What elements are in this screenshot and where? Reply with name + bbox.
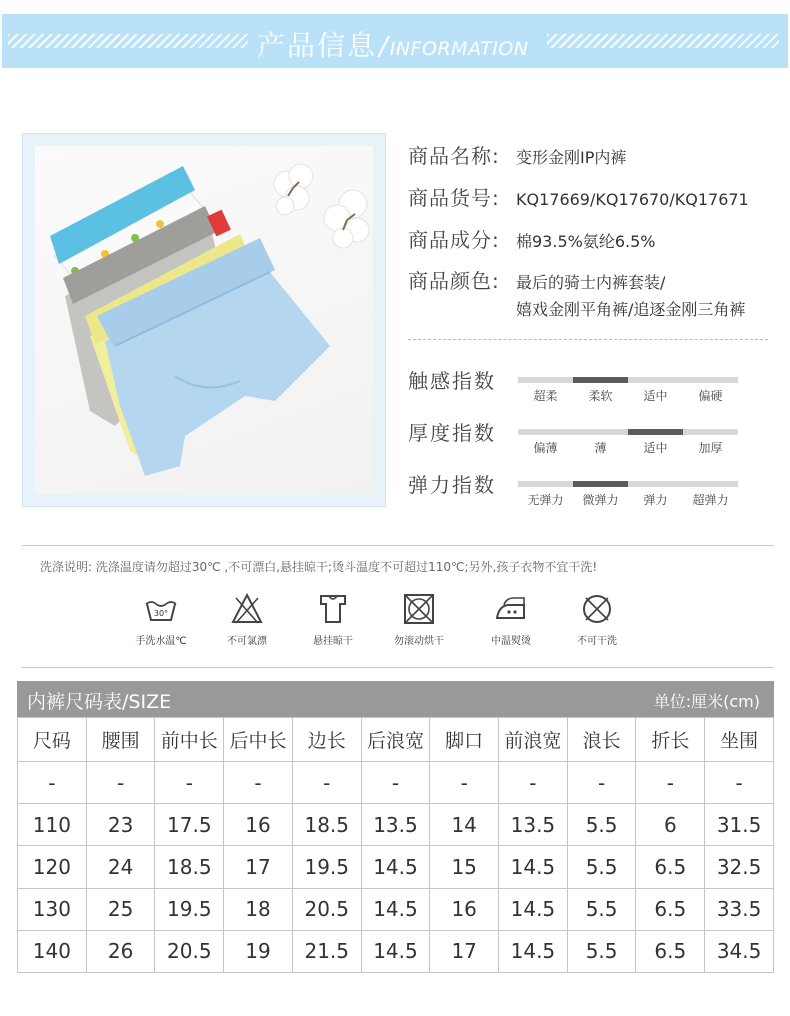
size-cell: 24 (86, 846, 155, 888)
care-label: 悬挂晾干 (313, 636, 353, 647)
care-no-tumble-dry (374, 592, 464, 647)
size-cell: - (636, 762, 705, 804)
care-label: 手洗水温℃ (135, 636, 187, 647)
size-cell: 13.5 (499, 804, 568, 846)
product-color-row (408, 265, 665, 294)
index-option: 偏薄 (533, 441, 558, 455)
iron-medium-icon (494, 592, 528, 626)
index-option: 柔软 (588, 389, 613, 403)
product-code-row (408, 182, 749, 211)
size-cell: 19.5 (155, 888, 224, 930)
care-iron-medium (466, 592, 556, 647)
size-cell: 31.5 (705, 804, 774, 846)
size-cell: 25 (86, 888, 155, 930)
size-column-header: 折长 (636, 718, 705, 762)
size-column-header: 边长 (292, 718, 361, 762)
care-no-dry-clean (552, 592, 642, 647)
section-title (257, 24, 529, 60)
size-cell: 34.5 (705, 930, 774, 972)
size-column-header: 前中长 (155, 718, 224, 762)
size-cell: 6.5 (636, 888, 705, 930)
size-column-header: 浪长 (567, 718, 636, 762)
size-cell: 26 (86, 930, 155, 972)
size-column-header: 腰围 (86, 718, 155, 762)
size-cell: - (567, 762, 636, 804)
size-column-header: 前浪宽 (499, 718, 568, 762)
size-cell: 14.5 (499, 888, 568, 930)
product-code-value: KQ17669/KQ17670/KQ17671 (516, 190, 749, 209)
elasticity-index-level (573, 481, 628, 487)
product-color-value-line1: 最后的骑士内裤套装/ (516, 273, 666, 292)
product-photo (35, 146, 373, 494)
size-cell: - (705, 762, 774, 804)
size-cell: 14.5 (361, 846, 430, 888)
index-option: 超弹力 (692, 493, 729, 507)
size-cell: 110 (18, 804, 87, 846)
size-cell: 120 (18, 846, 87, 888)
size-cell: 17 (224, 846, 293, 888)
size-column-header: 坐围 (705, 718, 774, 762)
size-cell: - (292, 762, 361, 804)
size-table (17, 717, 774, 973)
touch-index-bar (518, 377, 738, 383)
touch-index-level (573, 377, 628, 383)
size-cell: 14.5 (499, 846, 568, 888)
product-name-value: 变形金刚IP内裤 (516, 148, 627, 167)
size-cell: - (86, 762, 155, 804)
size-cell: 16 (430, 888, 499, 930)
size-cell: - (155, 762, 224, 804)
no-dry-clean-icon (580, 592, 614, 626)
size-cell: 5.5 (567, 888, 636, 930)
index-option: 无弹力 (527, 493, 564, 507)
care-no-bleach (202, 592, 292, 647)
index-option: 薄 (594, 441, 607, 455)
care-label: 中温熨烫 (491, 636, 531, 647)
size-cell: 23 (86, 804, 155, 846)
product-name-label: 商品名称: (408, 144, 500, 168)
no-tumble-dry-icon (402, 592, 436, 626)
size-table-header (17, 681, 774, 717)
header-decoration-left (8, 34, 248, 48)
size-column-header: 尺码 (18, 718, 87, 762)
size-cell: 17.5 (155, 804, 224, 846)
size-cell: 5.5 (567, 846, 636, 888)
size-table-body (18, 762, 774, 973)
washing-divider-bottom (22, 667, 774, 668)
size-cell: 14.5 (361, 888, 430, 930)
no-bleach-icon (230, 592, 264, 626)
index-option: 加厚 (698, 441, 723, 455)
underwear-set-illustration (35, 146, 373, 494)
elasticity-index-bar (518, 481, 738, 487)
size-cell: 19.5 (292, 846, 361, 888)
size-cell: 14.5 (499, 930, 568, 972)
index-option: 弹力 (643, 493, 668, 507)
size-cell: 16 (224, 804, 293, 846)
tub-temperature: 30° (153, 609, 169, 618)
care-hand-wash (116, 592, 206, 647)
size-cell: - (499, 762, 568, 804)
size-cell: 15 (430, 846, 499, 888)
size-cell: 18 (224, 888, 293, 930)
product-material-row (408, 224, 655, 253)
elasticity-index-labels (518, 491, 738, 508)
product-photo-frame (22, 133, 386, 507)
size-cell: 5.5 (567, 930, 636, 972)
size-column-header: 脚口 (430, 718, 499, 762)
table-row (18, 762, 774, 804)
thickness-index-labels (518, 439, 738, 456)
size-cell: 6.5 (636, 846, 705, 888)
size-column-header: 后中长 (224, 718, 293, 762)
thickness-index-bar (518, 429, 738, 435)
washing-divider-top (22, 545, 774, 546)
size-cell: 14 (430, 804, 499, 846)
product-code-label: 商品货号: (408, 186, 500, 210)
size-cell: 19 (224, 930, 293, 972)
size-cell: - (224, 762, 293, 804)
section-title-zh: 产品信息 (257, 29, 378, 62)
size-column-header: 后浪宽 (361, 718, 430, 762)
section-title-en: INFORMATION (389, 38, 529, 60)
section-header (2, 14, 788, 68)
size-cell: 32.5 (705, 846, 774, 888)
size-table-columns (18, 718, 774, 762)
size-table-unit: 单位:厘米(cm) (653, 692, 760, 711)
thickness-index-name: 厚度指数 (408, 421, 496, 445)
care-hang-dry (288, 592, 378, 647)
size-cell: 140 (18, 930, 87, 972)
product-name-row (408, 140, 626, 169)
section-title-separator: / (379, 32, 388, 62)
care-label: 勿滚动烘干 (394, 636, 444, 647)
size-cell: 33.5 (705, 888, 774, 930)
product-color-value-line2: 嬉戏金刚平角裤/追逐金刚三角裤 (516, 300, 746, 319)
cotton-decoration (274, 164, 369, 248)
size-cell: - (361, 762, 430, 804)
index-option: 适中 (643, 389, 668, 403)
header-decoration-right (547, 34, 779, 48)
size-cell: 17 (430, 930, 499, 972)
size-cell: 21.5 (292, 930, 361, 972)
info-divider (408, 339, 768, 340)
size-cell: 18.5 (155, 846, 224, 888)
table-row (18, 846, 774, 888)
touch-index-labels (518, 387, 738, 404)
size-cell: 18.5 (292, 804, 361, 846)
care-label: 不可氯漂 (227, 636, 267, 647)
care-label: 不可干洗 (577, 636, 617, 647)
product-color-label: 商品颜色: (408, 269, 500, 293)
index-option: 适中 (643, 441, 668, 455)
touch-index-name: 触感指数 (408, 369, 496, 393)
hang-dry-icon (316, 592, 350, 626)
size-cell: 20.5 (155, 930, 224, 972)
size-cell: 13.5 (361, 804, 430, 846)
size-cell: 6 (636, 804, 705, 846)
size-cell: - (430, 762, 499, 804)
elasticity-index-name: 弹力指数 (408, 473, 496, 497)
hand-wash-icon (144, 592, 178, 626)
size-cell: 14.5 (361, 930, 430, 972)
size-cell: 20.5 (292, 888, 361, 930)
size-cell: - (18, 762, 87, 804)
index-option: 微弹力 (582, 493, 619, 507)
size-cell: 5.5 (567, 804, 636, 846)
product-material-value: 棉93.5%氨纶6.5% (516, 232, 656, 251)
table-row (18, 930, 774, 972)
index-option: 超柔 (533, 389, 558, 403)
size-cell: 130 (18, 888, 87, 930)
index-option: 偏硬 (698, 389, 723, 403)
product-material-label: 商品成分: (408, 228, 500, 252)
size-cell: 6.5 (636, 930, 705, 972)
table-row (18, 804, 774, 846)
size-table-title: 内裤尺码表/SIZE (27, 691, 172, 713)
washing-instructions: 洗涤说明: 洗涤温度请勿超过30℃ ,不可漂白,悬挂晾干;烫斗温度不可超过110℃;另外,孩子衣物不宜干洗! (40, 560, 598, 574)
table-row (18, 888, 774, 930)
thickness-index-level (628, 429, 683, 435)
